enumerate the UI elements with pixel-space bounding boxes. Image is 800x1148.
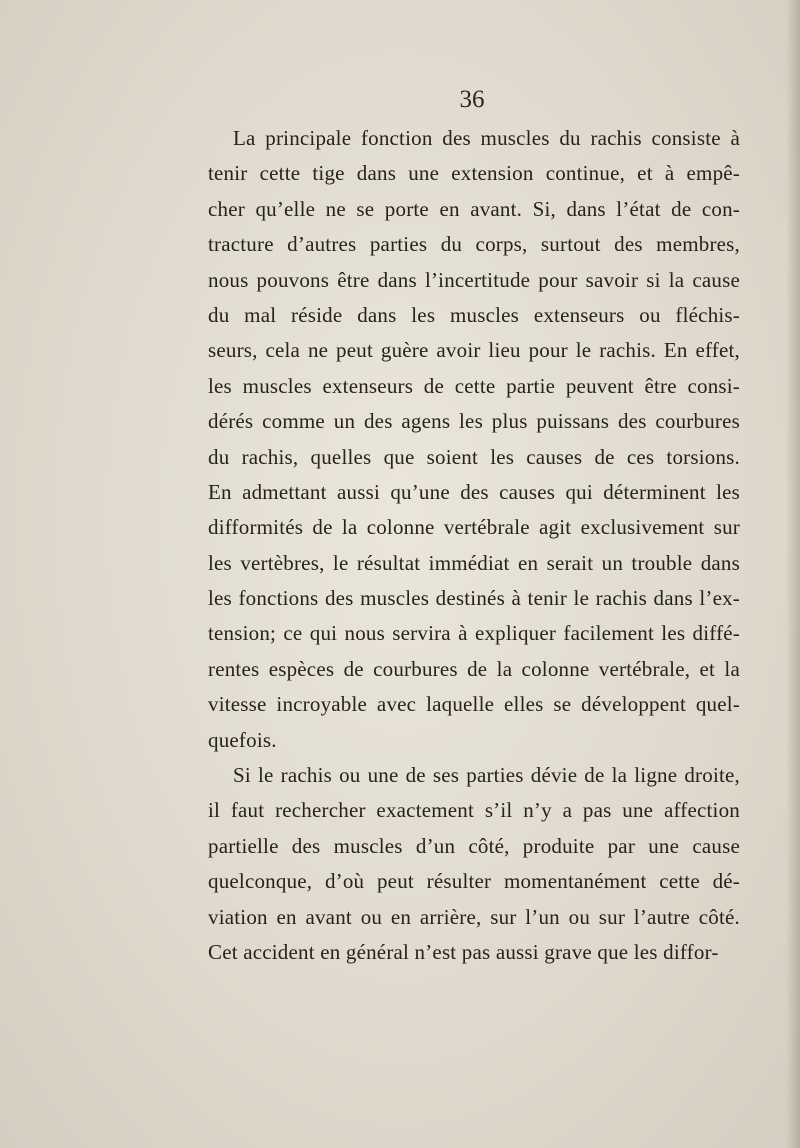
body-text xyxy=(208,121,740,970)
text-line: les vertèbres, le résultat immédiat en serait un trouble dans xyxy=(208,550,740,575)
text-line: viation en avant ou en arrière, sur l’un ou sur l’autre côté. xyxy=(208,904,740,929)
text-line: La principale fonction des muscles du rachis consiste à xyxy=(233,126,740,150)
paragraph-2 xyxy=(208,758,740,970)
text-line: rentes espèces de courbures de la colonne vertébrale, et la xyxy=(208,656,740,681)
page-number: 36 xyxy=(459,86,485,113)
text-line: En admettant aussi qu’une des causes qui déterminent les xyxy=(208,479,740,504)
text-line: Si le rachis ou une de ses parties dévie de la ligne droite, xyxy=(233,763,740,788)
text-line: du mal réside dans les muscles extenseurs ou fléchis- xyxy=(208,302,740,327)
text-line: vitesse incroyable avec laquelle elles se développent quel- xyxy=(208,692,740,717)
text-line: les fonctions des muscles destinés à tenir le rachis dans l’ex- xyxy=(208,586,740,611)
text-line: tension; ce qui nous servira à expliquer facilement les diffé- xyxy=(208,621,740,646)
text-line: seurs, cela ne peut guère avoir lieu pour le rachis. En effet, xyxy=(208,338,740,363)
paragraph-1 xyxy=(208,121,740,758)
text-line: cher qu’elle ne se porte en avant. Si, dans l’état de con- xyxy=(208,196,740,221)
text-line: nous pouvons être dans l’incertitude pour savoir si la cause xyxy=(208,267,740,292)
text-line: quefois. xyxy=(208,727,277,752)
text-line: dérés comme un des agens les plus puissans des courbures xyxy=(208,409,740,434)
text-line: tracture d’autres parties du corps, surtout des membres, xyxy=(208,232,740,257)
text-line: du rachis, quelles que soient les causes de ces torsions. xyxy=(208,444,740,469)
page-edge-shadow xyxy=(786,0,800,1148)
text-line: quelconque, d’où peut résulter momentanément cette dé- xyxy=(208,869,740,894)
text-line: Cet accident en général n’est pas aussi grave que les diffor- xyxy=(208,939,719,964)
text-line: difformités de la colonne vertébrale agit exclusivement sur xyxy=(208,515,740,540)
text-line: les muscles extenseurs de cette partie peuvent être consi- xyxy=(208,373,740,398)
text-line: tenir cette tige dans une extension continue, et à empê- xyxy=(208,161,740,186)
text-line: il faut rechercher exactement s’il n’y a pas une affection xyxy=(208,798,740,823)
text-line: partielle des muscles d’un côté, produite par une cause xyxy=(208,833,740,858)
